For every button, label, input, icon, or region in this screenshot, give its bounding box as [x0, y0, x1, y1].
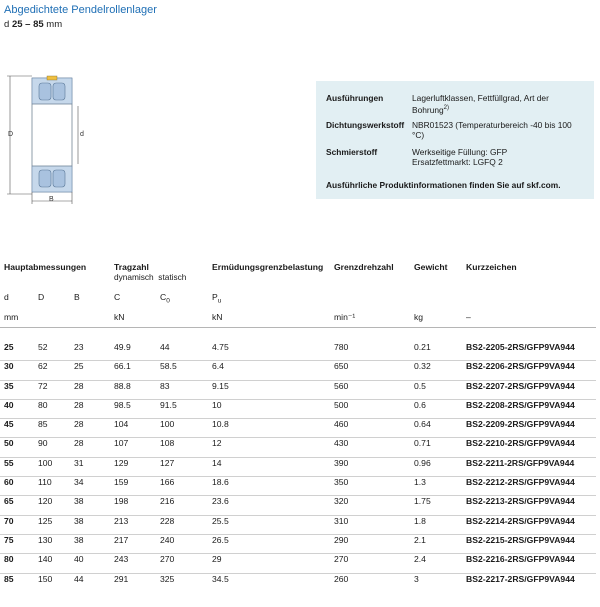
cell-n: 780: [330, 342, 410, 361]
cell-D: 90: [34, 438, 70, 457]
cell-kg: 0.5: [410, 380, 462, 399]
product-info-note: Ausführliche Produktinformationen finden Sie auf skf.com.: [326, 180, 561, 190]
cell-kg: 0.71: [410, 438, 462, 457]
cell-C0: 91.5: [156, 399, 208, 418]
cell-C: 66.1: [110, 361, 156, 380]
cell-C0: 127: [156, 457, 208, 476]
cell-d: 65: [0, 496, 34, 515]
cell-C0: 228: [156, 515, 208, 534]
cell-n: 560: [330, 380, 410, 399]
cell-d: 25: [0, 342, 34, 361]
cell-kg: 3: [414, 573, 419, 584]
cell-kz: BS2-2208-2RS/GFP9VA944: [462, 399, 596, 418]
cell-B: 31: [70, 457, 110, 476]
cell-kg: 0.21: [410, 342, 462, 361]
cell-B: 38: [70, 496, 110, 515]
cell-C0: 58.5: [156, 361, 208, 380]
cell-d: 30: [0, 361, 34, 380]
unit-kN-pu: kN: [208, 312, 330, 328]
bearing-drawing: [2, 70, 92, 210]
cell-kz: BS2-2212-2RS/GFP9VA944: [462, 477, 596, 496]
cell-n: 320: [330, 496, 410, 515]
cell-C0: 216: [156, 496, 208, 515]
cell-n: 290: [330, 534, 410, 553]
cell-B: 23: [70, 342, 110, 361]
table-row: [0, 573, 596, 592]
info-value: Lagerluftklassen, Fettfüllgrad, Art der Bohrung$^{2)}$: [412, 93, 549, 115]
cell-kz: BS2-2210-2RS/GFP9VA944: [462, 438, 596, 457]
cell-C: 98.5: [110, 399, 156, 418]
cell-Pu: 23.6: [208, 496, 330, 515]
cell-n: 390: [330, 457, 410, 476]
cell-d: 85: [4, 573, 14, 584]
subtitle-range: 25 – 85: [11, 19, 44, 30]
cell-d: 75: [0, 534, 34, 553]
cell-C: 291: [114, 573, 129, 584]
cell-n: 350: [330, 477, 410, 496]
cell-D: 85: [34, 419, 70, 438]
table-row: [0, 438, 596, 457]
cell-d: 45: [0, 419, 34, 438]
cell-D: 52: [34, 342, 70, 361]
info-value: Werkseitige Füllung: GFP Ersatzfettmarkt: LGFQ 2: [412, 147, 508, 167]
cell-B: 44: [74, 573, 84, 584]
cell-kg: 2.1: [410, 534, 462, 553]
unit-kg: kg: [410, 312, 462, 328]
cell-B: 38: [70, 534, 110, 553]
cell-Pu: 18.6: [208, 477, 330, 496]
table-row: [0, 361, 596, 380]
symbol-Pu: $P_u$: [212, 292, 222, 305]
label-d: d: [80, 131, 84, 138]
header-kurzzeichen: Kurzzeichen: [466, 262, 517, 272]
header-gewicht: Gewicht: [414, 262, 448, 272]
cell-d: 50: [0, 438, 34, 457]
cell-D: 80: [34, 399, 70, 418]
cell-kz: BS2-2205-2RS/GFP9VA944: [462, 342, 596, 361]
unit-dash: –: [462, 312, 596, 328]
cell-C: 129: [110, 457, 156, 476]
cell-B: 40: [70, 554, 110, 573]
unit-min: min⁻¹: [330, 312, 410, 328]
cell-C: 88.8: [110, 380, 156, 399]
symbol-C: C: [114, 292, 121, 302]
table-row: [0, 534, 596, 553]
cell-kg: 0.6: [410, 399, 462, 418]
cell-kz: BS2-2207-2RS/GFP9VA944: [462, 380, 596, 399]
cell-C0: 240: [156, 534, 208, 553]
cell-B: 28: [70, 380, 110, 399]
cell-Pu: 29: [208, 554, 330, 573]
cell-C: 243: [110, 554, 156, 573]
cell-kg: 0.32: [410, 361, 462, 380]
cell-D: 125: [34, 515, 70, 534]
spec-table: [0, 262, 596, 592]
cell-C0: 325: [160, 573, 175, 584]
table-row: [0, 399, 596, 418]
cell-C0: 270: [156, 554, 208, 573]
table-row: [0, 457, 596, 476]
cell-C: 49.9: [110, 342, 156, 361]
cell-D: 72: [34, 380, 70, 399]
cell-Pu: 9.15: [208, 380, 330, 399]
cell-D: 62: [34, 361, 70, 380]
cell-D: 120: [34, 496, 70, 515]
symbol-D: D: [38, 292, 45, 302]
label-B: B: [49, 196, 54, 203]
cell-C0: 166: [156, 477, 208, 496]
table-header-row: [0, 262, 596, 292]
cell-C0: 83: [156, 380, 208, 399]
table-row: [0, 477, 596, 496]
page-subtitle: [4, 19, 62, 30]
page-title: Abgedichtete Pendelrollenlager: [4, 4, 157, 16]
cell-D: 130: [34, 534, 70, 553]
info-box: [316, 81, 594, 199]
cell-Pu: 25.5: [208, 515, 330, 534]
table-symbol-row: [0, 292, 596, 312]
cell-n: 650: [330, 361, 410, 380]
cell-B: 28: [70, 438, 110, 457]
cell-Pu: 4.75: [208, 342, 330, 361]
cell-Pu: 10.8: [208, 419, 330, 438]
cell-n: 270: [330, 554, 410, 573]
cell-kg: 0.96: [410, 457, 462, 476]
cell-C0: 100: [156, 419, 208, 438]
cell-Pu: 12: [208, 438, 330, 457]
cell-kg: 0.64: [410, 419, 462, 438]
cell-Pu: 34.5: [212, 573, 229, 584]
cell-C0: 44: [156, 342, 208, 361]
unit-kN-tragzahl: kN: [110, 312, 208, 328]
cell-Pu: 6.4: [208, 361, 330, 380]
cell-n: 310: [330, 515, 410, 534]
cell-C: 104: [110, 419, 156, 438]
cell-D: 140: [34, 554, 70, 573]
header-tragzahl: Tragzahl dynamisch statisch: [114, 262, 187, 282]
cell-Pu: 14: [208, 457, 330, 476]
header-grenzdrehzahl: Grenzdrehzahl: [334, 262, 394, 272]
cell-kz: BS2-2206-2RS/GFP9VA944: [462, 361, 596, 380]
label-D: D: [8, 131, 14, 138]
cell-D: 100: [34, 457, 70, 476]
cell-d: 55: [0, 457, 34, 476]
cell-B: 25: [70, 361, 110, 380]
cell-d: 80: [0, 554, 34, 573]
cell-C0: 108: [156, 438, 208, 457]
table-row: [0, 419, 596, 438]
cell-n: 430: [330, 438, 410, 457]
cell-D: 110: [34, 477, 70, 496]
cell-B: 38: [70, 515, 110, 534]
symbol-d: d: [4, 292, 9, 302]
symbol-B: B: [74, 292, 80, 302]
table-row: [0, 554, 596, 573]
cell-kz: BS2-2213-2RS/GFP9VA944: [462, 496, 596, 515]
symbol-C0: $C_0$: [160, 292, 170, 305]
info-value: NBR01523 (Temperaturbereich -40 bis 100 °C): [412, 120, 572, 140]
cell-Pu: 10: [208, 399, 330, 418]
cell-C: 217: [110, 534, 156, 553]
cell-C: 198: [110, 496, 156, 515]
cell-kz: BS2-2211-2RS/GFP9VA944: [462, 457, 596, 476]
table-unit-row: [0, 312, 596, 328]
cell-d: 35: [0, 380, 34, 399]
cell-kz: BS2-2216-2RS/GFP9VA944: [462, 554, 596, 573]
table-row: [0, 342, 596, 361]
subtitle-prefix: d: [4, 19, 10, 30]
unit-mm: mm: [0, 312, 110, 328]
subtitle-unit: mm: [46, 19, 63, 30]
cell-B: 34: [70, 477, 110, 496]
table-row: [0, 380, 596, 399]
cell-d: 70: [0, 515, 34, 534]
cell-kg: 2.4: [410, 554, 462, 573]
table-row: [0, 496, 596, 515]
cell-kz: BS2-2215-2RS/GFP9VA944: [462, 534, 596, 553]
cell-n: 260: [334, 573, 349, 584]
cell-B: 28: [70, 419, 110, 438]
cell-n: 500: [330, 399, 410, 418]
cell-n: 460: [330, 419, 410, 438]
table-row: [0, 515, 596, 534]
cell-C: 107: [110, 438, 156, 457]
info-key: Dichtungswerkstoff: [326, 120, 405, 130]
cell-C: 213: [110, 515, 156, 534]
cell-d: 40: [0, 399, 34, 418]
info-key: Ausführungen: [326, 93, 384, 103]
info-key: Schmierstoff: [326, 147, 378, 157]
cell-C: 159: [110, 477, 156, 496]
cell-kg: 1.8: [410, 515, 462, 534]
cell-D: 150: [38, 573, 53, 584]
cell-kg: 1.75: [410, 496, 462, 515]
header-ermuedung: Ermüdungsgrenzbelastung: [212, 262, 324, 272]
cell-d: 60: [0, 477, 34, 496]
header-hauptabmessungen: Hauptabmessungen: [4, 262, 87, 272]
cell-kz: BS2-2214-2RS/GFP9VA944: [462, 515, 596, 534]
cell-Pu: 26.5: [208, 534, 330, 553]
cell-kz: BS2-2209-2RS/GFP9VA944: [462, 419, 596, 438]
cell-kg: 1.3: [410, 477, 462, 496]
cell-B: 28: [70, 399, 110, 418]
cell-kz: BS2-2217-2RS/GFP9VA944: [466, 573, 575, 584]
